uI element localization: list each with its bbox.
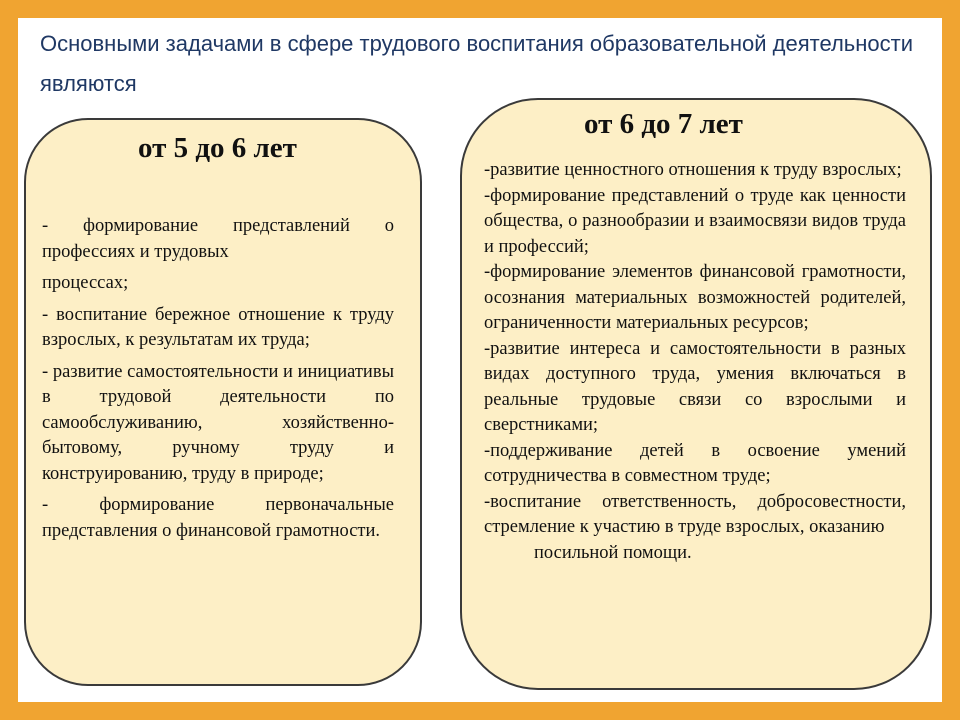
list-item: - формирование первоначальные представления о финансовой грамотности. [42,495,394,541]
list-item: -развитие интереса и самостоятельности в разных видах доступного труда, умения включаться в реальные трудовые связи со взрослыми и сверстниками; [484,338,906,435]
list-item: - воспитание бережное отношение к труду взрослых, к результатам их труда; [42,304,394,350]
age-6-7-card [460,98,932,690]
slide [18,18,942,702]
age-5-6-list [42,214,394,550]
list-item-tail: посильной помощи. [534,542,692,563]
list-item: -формирование элементов финансовой грамотности, осознания материальных возможностей родителей, ограниченности материальных ресурсов; [484,262,906,333]
age-5-6-card [24,118,422,686]
list-item: - развитие самостоятельности и инициативы в трудовой деятельности по самообслуживанию, хозяйственно-бытовому, ручному труду и конструированию, труду в природе; [42,361,394,484]
list-item: процессах; [42,273,129,293]
list-item: -воспитание ответственность, добросовестности, стремление к участию в труде взрослых, оказанию [484,491,906,537]
list-item: - формирование представлений о профессиях и трудовых [42,216,394,262]
age-5-6-heading: от 5 до 6 лет [138,132,297,164]
list-item: -формирование представлений о труде как ценности общества, о разнообразии и взаимосвязи видов труда и профессий; [484,185,906,257]
list-item: -развитие ценностного отношения к труду взрослых; [484,160,902,180]
page-title: Основными задачами в сфере трудового воспитания образовательной деятельности являются [40,31,914,96]
list-item: -поддерживание детей в освоение умений сотрудничества в совместном труде; [484,440,906,486]
age-6-7-list [484,158,906,566]
age-6-7-heading: от 6 до 7 лет [584,108,743,140]
